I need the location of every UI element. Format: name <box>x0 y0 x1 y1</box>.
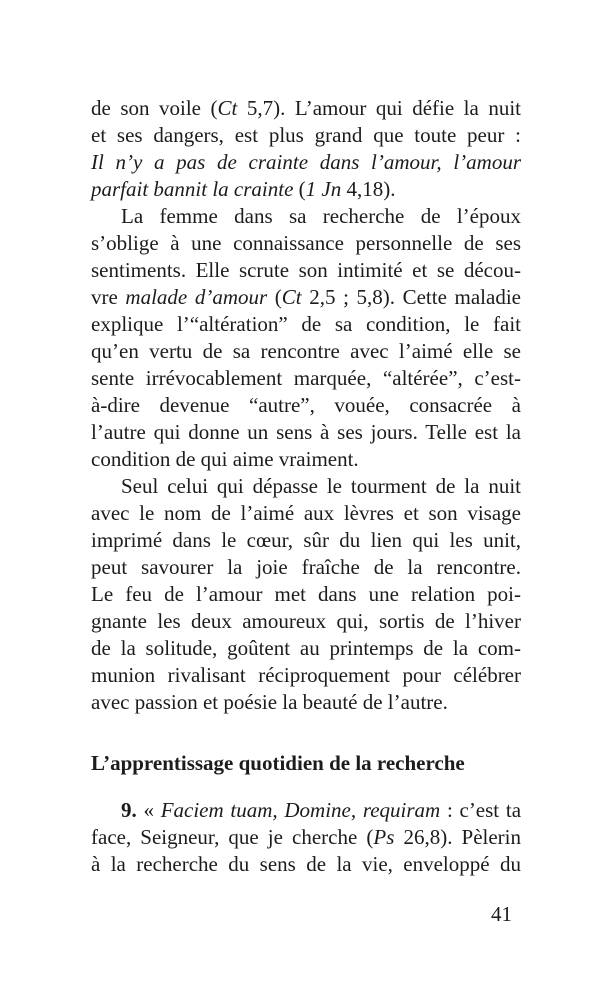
text-run: peut savourer la joie fraîche de la rencontre. <box>91 555 521 579</box>
bold-run: 9. <box>121 798 137 822</box>
italic-run: Ct <box>217 96 238 120</box>
text-run: de la solitude, goûtent au printemps de la com- <box>91 636 521 660</box>
text-run: gnante les deux amoureux qui, sortis de l’hiver <box>91 609 521 633</box>
italic-run: malade d’amour <box>125 285 268 309</box>
text-run: vre <box>91 285 126 309</box>
section-heading: L’apprentissage quotidien de la recherche <box>91 751 465 775</box>
text-run: avec passion et poésie la beauté de l’autre. <box>91 690 448 714</box>
text-line <box>91 257 521 284</box>
text-run: ( <box>293 177 306 201</box>
text-run: à la recherche du sens de la vie, enveloppé du <box>91 852 521 876</box>
italic-run: 1 Jn <box>305 177 342 201</box>
text-line <box>91 95 521 122</box>
text-run: et ses dangers, est plus grand que toute peur : <box>91 123 521 147</box>
text-line <box>91 284 521 311</box>
text-line <box>91 365 521 392</box>
text-line <box>91 203 521 230</box>
text-line <box>91 608 521 635</box>
text-line <box>91 554 521 581</box>
text-run: à-dire devenue “autre”, vouée, consacrée à <box>91 393 521 417</box>
text-run: sente irrévocablement marquée, “altérée”, c’est- <box>91 366 521 390</box>
italic-run: parfait bannit la crainte <box>91 177 294 201</box>
text-line <box>91 824 521 851</box>
text-run: de son voile ( <box>91 96 218 120</box>
text-run: Seul celui qui dépasse le tourment de la nuit <box>121 474 521 498</box>
text-run: sentiments. Elle scrute son intimité et se décou- <box>91 258 521 282</box>
text-run: l’autre qui donne un sens à ses jours. Telle est la <box>91 420 521 444</box>
text-line <box>91 230 521 257</box>
text-line <box>91 176 521 203</box>
text-run: ( <box>267 285 282 309</box>
text-line <box>91 473 521 500</box>
text-line <box>91 149 521 176</box>
text-line <box>91 581 521 608</box>
text-line <box>91 338 521 365</box>
text-run: face, Seigneur, que je cherche ( <box>91 825 374 849</box>
text-run: avec le nom de l’aimé aux lèvres et son visage <box>91 501 521 525</box>
text-line <box>91 122 521 149</box>
text-line <box>91 311 521 338</box>
paragraph <box>91 203 521 473</box>
text-run: Le feu de l’amour met dans une relation poi- <box>91 582 521 606</box>
text-run: 5,7). L’amour qui défie la nuit <box>237 96 521 120</box>
paragraph <box>91 473 521 716</box>
text-line <box>91 419 521 446</box>
text-line <box>91 527 521 554</box>
text-run: condition de qui aime vraiment. <box>91 447 359 471</box>
text-run: « <box>136 798 161 822</box>
paragraph <box>91 797 521 878</box>
text-run: munion rivalisant réciproquement pour célébrer <box>91 663 521 687</box>
italic-run: Ct <box>281 285 302 309</box>
text-run: : c’est ta <box>440 798 522 822</box>
text-run: 26,8). Pèlerin <box>394 825 521 849</box>
text-run: s’oblige à une connaissance personnelle de ses <box>91 231 521 255</box>
text-line <box>91 662 521 689</box>
italic-run: Il n’y a pas de crainte dans l’amour, l’amour <box>91 150 521 174</box>
text-run: qu’en vertu de sa rencontre avec l’aimé elle se <box>91 339 521 363</box>
text-run: 4,18). <box>341 177 396 201</box>
text-line <box>91 635 521 662</box>
text-run: explique l’“altération” de sa condition, le fait <box>91 312 521 336</box>
text-run: La femme dans sa recherche de l’époux <box>121 204 521 228</box>
text-block <box>91 95 521 878</box>
paragraph <box>91 95 521 203</box>
text-line <box>91 689 521 716</box>
text-line <box>91 500 521 527</box>
italic-run: Ps <box>373 825 395 849</box>
text-run: 2,5 ; 5,8). Cette maladie <box>301 285 521 309</box>
text-line <box>91 446 521 473</box>
text-line <box>91 851 521 878</box>
text-line <box>91 797 521 824</box>
italic-run: Faciem tuam, Domine, requiram <box>160 798 441 822</box>
text-run: imprimé dans le cœur, sûr du lien qui les unit, <box>91 528 521 552</box>
text-line <box>91 392 521 419</box>
page-number: 41 <box>491 902 512 926</box>
